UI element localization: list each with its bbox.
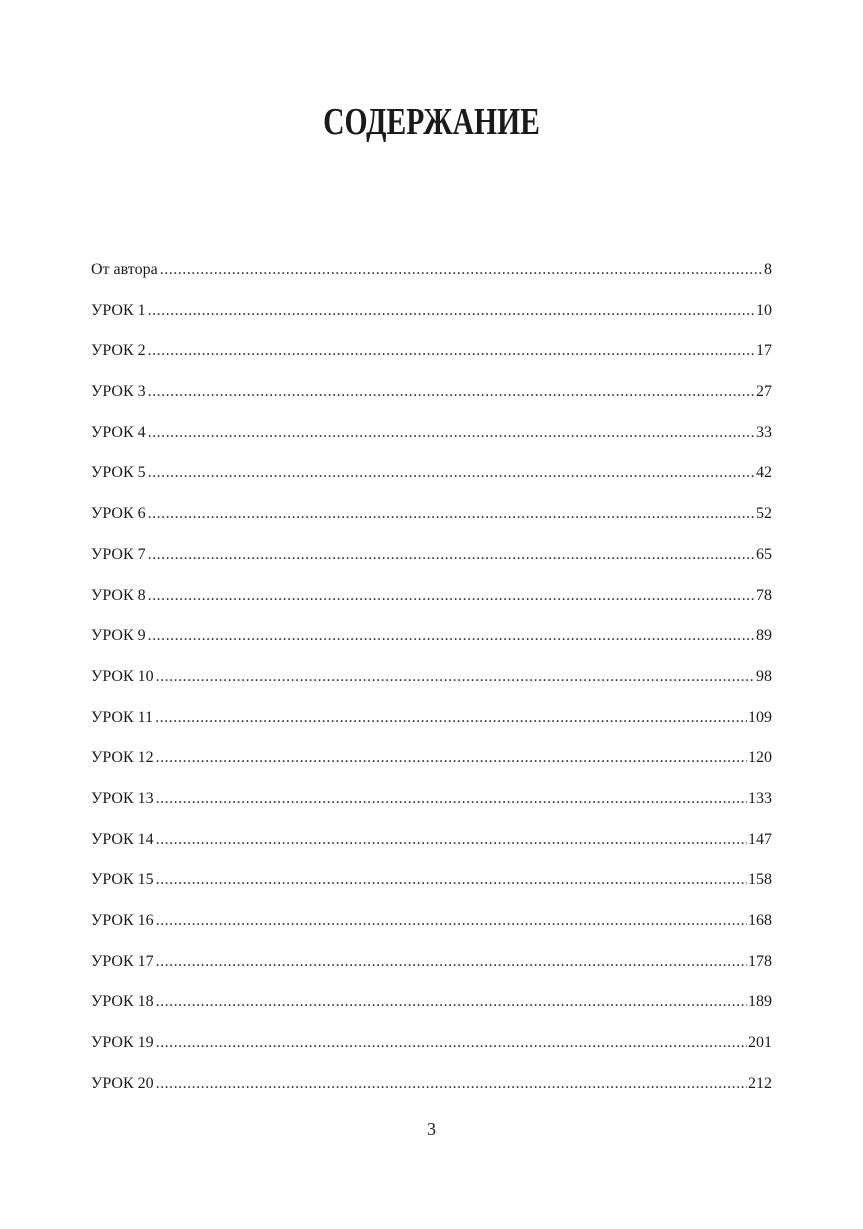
toc-entry-page: 65 xyxy=(756,545,772,563)
toc-dot-leader xyxy=(148,583,755,609)
toc-entry[interactable] xyxy=(91,705,772,746)
toc-entry-label: УРОК 18 xyxy=(91,993,154,1011)
toc-entry-label: УРОК 10 xyxy=(91,667,154,685)
toc-entry-label: УРОК 3 xyxy=(91,383,146,401)
toc-entry-page: 17 xyxy=(756,342,772,360)
toc-entry-label: УРОК 11 xyxy=(91,708,154,726)
toc-entry-page: 133 xyxy=(748,789,772,807)
toc-dot-leader xyxy=(148,379,755,405)
toc-entry[interactable] xyxy=(91,786,772,827)
toc-entry-label: УРОК 5 xyxy=(91,464,146,482)
toc-entry-page: 8 xyxy=(764,261,772,278)
toc-entry-page: 178 xyxy=(748,952,772,970)
toc-entry-label: УРОК 2 xyxy=(91,342,146,360)
toc-entry-label: УРОК 1 xyxy=(91,301,146,319)
toc-entry-page: 27 xyxy=(756,383,772,401)
toc-entry-page: 33 xyxy=(756,423,772,441)
toc-entry[interactable] xyxy=(91,542,772,583)
toc-entry-page: 120 xyxy=(748,749,772,767)
toc-entry[interactable] xyxy=(91,867,772,908)
toc-entry[interactable] xyxy=(91,1071,772,1112)
toc-dot-leader xyxy=(156,989,747,1015)
toc-entry[interactable] xyxy=(91,623,772,664)
page-title: СОДЕРЖАНИЕ xyxy=(323,101,540,143)
toc-entry-label: УРОК 19 xyxy=(91,1034,154,1052)
toc-entry-label: УРОК 4 xyxy=(91,423,146,441)
toc-dot-leader xyxy=(156,1071,747,1097)
toc-entry-page: 109 xyxy=(748,708,772,726)
toc-entry-page: 158 xyxy=(748,871,772,889)
toc-entry-label: УРОК 17 xyxy=(91,952,154,970)
toc-entry[interactable] xyxy=(91,827,772,868)
toc-entry-label: УРОК 7 xyxy=(91,545,146,563)
toc-entry-label: УРОК 20 xyxy=(91,1074,154,1092)
toc-entry-page: 189 xyxy=(748,993,772,1011)
toc-entry[interactable] xyxy=(91,664,772,705)
toc-dot-leader xyxy=(156,827,747,853)
toc-dot-leader xyxy=(148,298,755,324)
toc-entry-page: 78 xyxy=(756,586,772,604)
toc-dot-leader xyxy=(156,745,747,771)
toc-entry[interactable] xyxy=(91,257,772,298)
toc-entry[interactable] xyxy=(91,908,772,949)
table-of-contents xyxy=(91,257,772,1111)
toc-entry-label: УРОК 12 xyxy=(91,749,154,767)
toc-entry-page: 168 xyxy=(748,912,772,929)
toc-entry-page: 201 xyxy=(748,1034,772,1052)
toc-dot-leader xyxy=(156,949,747,975)
toc-dot-leader xyxy=(156,1030,747,1056)
toc-entry-label: УРОК 9 xyxy=(91,627,146,645)
toc-entry-page: 42 xyxy=(756,464,772,482)
page-number: 3 xyxy=(427,1119,436,1139)
toc-dot-leader xyxy=(156,867,747,893)
toc-dot-leader xyxy=(156,786,747,812)
toc-entry-label: УРОК 6 xyxy=(91,505,146,523)
toc-entry[interactable] xyxy=(91,1030,772,1071)
toc-entry-page: 10 xyxy=(756,301,772,319)
toc-entry[interactable] xyxy=(91,298,772,339)
toc-entry[interactable] xyxy=(91,989,772,1030)
toc-entry-page: 212 xyxy=(748,1074,772,1092)
toc-dot-leader xyxy=(148,420,755,446)
toc-entry-label: От автора xyxy=(91,261,158,278)
toc-entry[interactable] xyxy=(91,420,772,461)
toc-entry[interactable] xyxy=(91,949,772,990)
toc-dot-leader xyxy=(148,542,755,568)
toc-entry-label: УРОК 13 xyxy=(91,789,154,807)
toc-entry-label: УРОК 16 xyxy=(91,912,154,929)
toc-dot-leader xyxy=(148,623,755,649)
toc-entry-label: УРОК 14 xyxy=(91,830,154,848)
toc-entry[interactable] xyxy=(91,745,772,786)
toc-dot-leader xyxy=(155,705,747,731)
toc-entry[interactable] xyxy=(91,460,772,501)
toc-entry-page: 89 xyxy=(756,627,772,645)
toc-entry[interactable] xyxy=(91,338,772,379)
toc-entry[interactable] xyxy=(91,379,772,420)
toc-entry-page: 52 xyxy=(756,505,772,523)
toc-dot-leader xyxy=(156,908,747,934)
toc-entry-page: 98 xyxy=(756,667,772,685)
toc-entry-label: УРОК 15 xyxy=(91,871,154,889)
toc-dot-leader xyxy=(148,501,755,527)
toc-entry[interactable] xyxy=(91,501,772,542)
toc-entry-page: 147 xyxy=(748,830,772,848)
toc-dot-leader xyxy=(148,460,755,486)
toc-entry[interactable] xyxy=(91,583,772,624)
toc-dot-leader xyxy=(156,664,755,690)
toc-dot-leader xyxy=(160,257,763,283)
toc-dot-leader xyxy=(148,338,755,364)
toc-entry-label: УРОК 8 xyxy=(91,586,146,604)
